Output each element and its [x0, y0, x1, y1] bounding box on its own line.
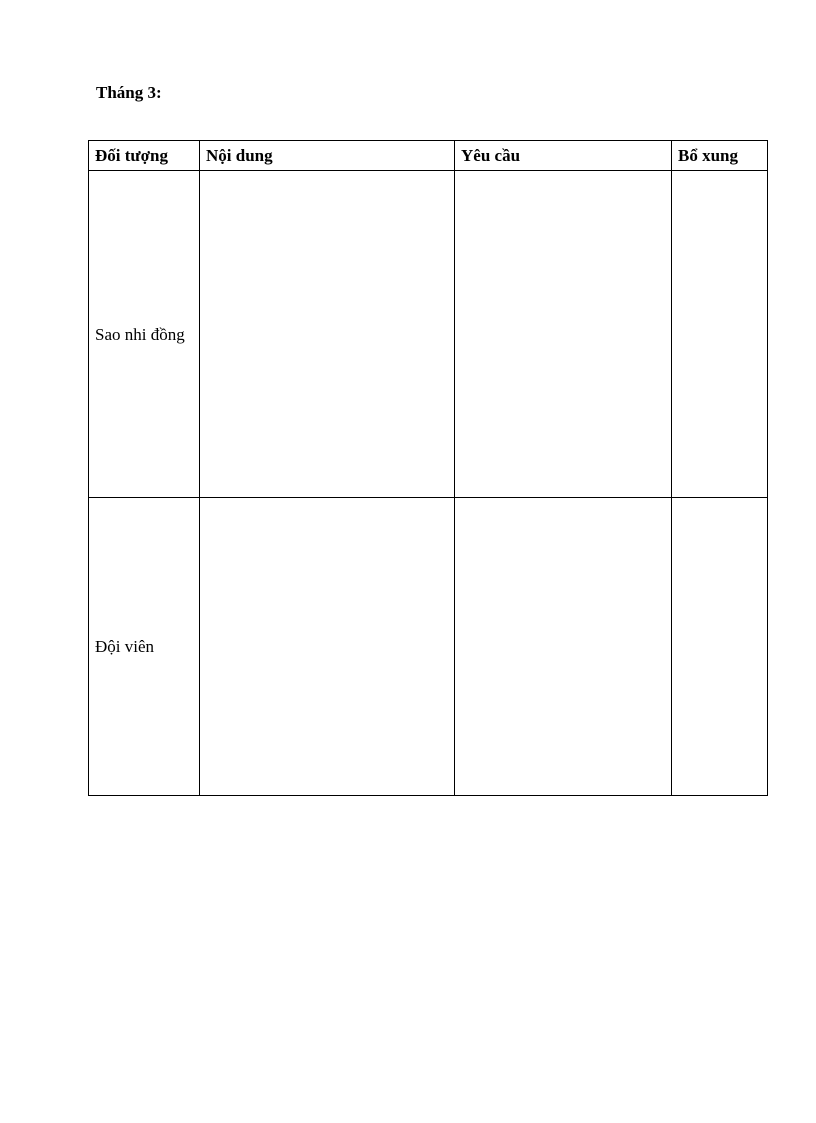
header-subject: Đối tượng: [89, 141, 200, 171]
header-supplement: Bổ xung: [672, 141, 768, 171]
table-row: [89, 171, 768, 498]
supplement-cell: [672, 171, 768, 498]
table-header-row: [89, 141, 768, 171]
subject-cell: Sao nhi đồng: [89, 171, 200, 498]
supplement-cell: [672, 498, 768, 796]
requirement-cell: [455, 498, 672, 796]
content-cell: [200, 171, 455, 498]
month-heading: Tháng 3:: [96, 83, 162, 102]
requirement-cell: [455, 171, 672, 498]
subject-cell: Đội viên: [89, 498, 200, 796]
header-requirement: Yêu cầu: [455, 141, 672, 171]
content-cell: [200, 498, 455, 796]
table-row: [89, 498, 768, 796]
plan-table: [88, 140, 768, 796]
header-content: Nội dung: [200, 141, 455, 171]
